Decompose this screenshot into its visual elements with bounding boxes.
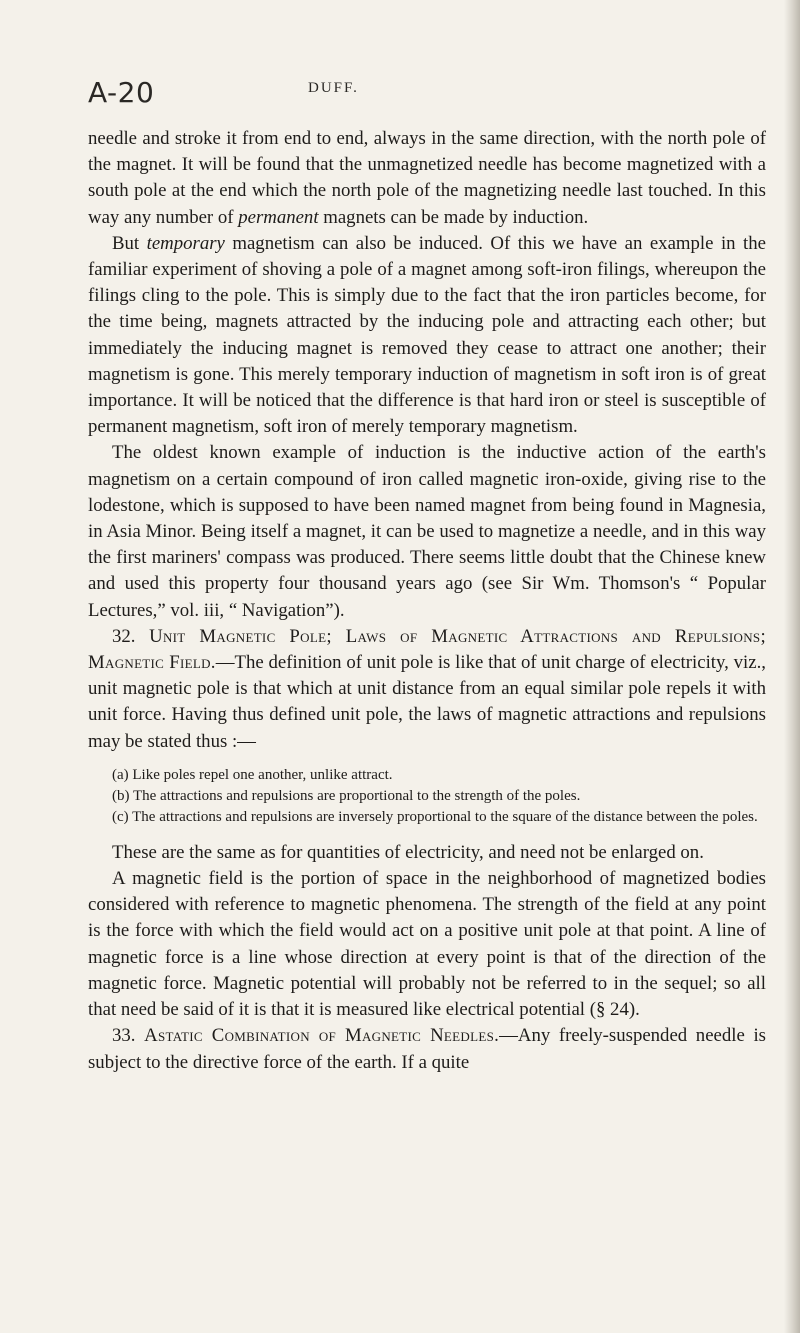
section-32 xyxy=(88,624,766,755)
paragraph-2-rest: magnetism can also be induced. Of this we have an example in the familiar experiment of shoving a pole of a magnet among soft-iron filings, whereupon the filings cling to the pole. This is simply due to the fact that the iron particles become, for the time being, magnets attracted by the inducing pole and attracting each other; but immediately the inducing magnet is removed they cease to attract one another; their magnetism is gone. This merely temporary induction of magnetism in soft iron is of great importance. It will be noticed that the difference is that hard iron or steel is susceptible of permanent magnetism, soft iron of merely temporary magnetism. xyxy=(88,232,766,438)
paragraph-4: These are the same as for quantities of electricity, and need not be enlarged on. xyxy=(112,841,704,863)
section-33-heading: Astatic Combination of Magnetic Needles. xyxy=(144,1025,500,1047)
paragraph-1-end: magnets can be made by induction. xyxy=(318,206,589,228)
page-header xyxy=(88,66,768,109)
paragraph-3: The oldest known example of induction is the inductive action of the earth's magnetism on a certain compound of iron called magnetic iron-oxide, giving rise to the lodestone, which is supposed to have been named magnet from being found in Magnesia, in Asia Minor. Being itself a magnet, it can be used to magnetize a needle, and in this way the first mariners' compass was produced. There seems little doubt that the Chinese knew and used this property four thousand years ago (see Sir Wm. Thomson's “ Popular Lectures,” vol. iii, “ Navigation”). xyxy=(88,442,766,621)
law-b: (b) The attractions and repulsions are proportional to the strength of the poles. xyxy=(112,787,581,804)
laws-list xyxy=(88,765,766,828)
paragraph-1 xyxy=(88,126,766,231)
section-33-text: —Any freely-suspended needle is subject to the directive force of the earth. If a quite xyxy=(88,1025,766,1073)
running-head: DUFF. xyxy=(308,80,359,96)
section-33 xyxy=(88,1023,766,1075)
page-body xyxy=(88,126,766,1076)
emphasis-permanent: permanent xyxy=(238,206,319,228)
emphasis-temporary: temporary xyxy=(146,232,225,254)
section-32-heading: Unit Magnetic Pole; Laws of Magnetic Attractions and Repulsions; Magnetic Field. xyxy=(88,625,766,674)
law-a: (a) Like poles repel one another, unlike attract. xyxy=(112,766,393,783)
paragraph-2-start: But xyxy=(112,232,147,254)
paragraph-5: A magnetic field is the portion of space in the neighborhood of magnetized bodies considered with reference to magnetic phenomena. The strength of the field at any point is the force with which the field would act on a positive unit pole at that point. A line of magnetic force is a line whose direction at every point is that of the direction of the magnetic force. Magnetic potential will probably not be referred to in the sequel; so all that need be said of it is that it is measured like electrical potential (§ 24). xyxy=(88,868,766,1021)
page-number: A-20 xyxy=(88,76,155,109)
paragraph-2 xyxy=(88,231,766,441)
section-32-text: —The definition of unit pole is like that of unit charge of electricity, viz., unit magnetic pole is that which at unit distance from an equal similar pole repels it with unit force. Having thus defined unit pole, the laws of magnetic attractions and repulsions may be stated thus :— xyxy=(88,652,766,752)
page-edge-shadow xyxy=(784,0,800,1333)
section-32-number: 32. xyxy=(112,625,136,647)
paragraph-1-text: needle and stroke it from end to end, always in the same direction, with the north pole of the magnet. It will be found that the unmagnetized needle has become magnetized with a south pole at the end which the north pole of the magnetizing needle last touched. In this way any number of xyxy=(88,128,766,228)
law-c: (c) The attractions and repulsions are inversely proportional to the square of the distance between the poles. xyxy=(112,808,758,825)
section-33-number: 33. xyxy=(112,1025,136,1047)
